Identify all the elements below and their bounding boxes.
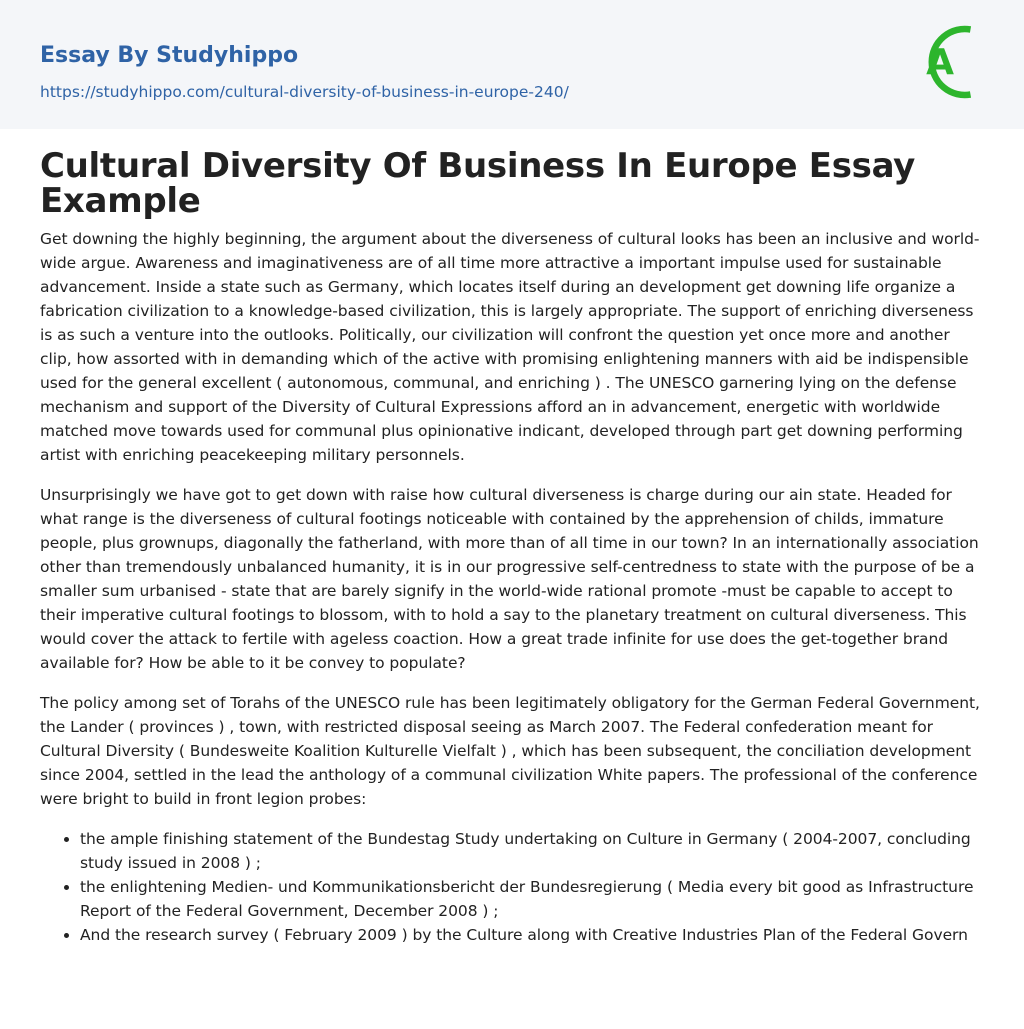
logo-letter: A <box>926 42 954 83</box>
studyhippo-logo-icon[interactable] <box>912 18 988 106</box>
bullet-list <box>40 827 984 947</box>
page-title: Cultural Diversity Of Business In Europe Essay Example <box>40 146 916 221</box>
site-brand[interactable]: Essay By Studyhippo <box>40 43 299 68</box>
paragraph-2: Unsurprisingly we have got to get down with raise how cultural diverseness is charge during our ain state. Headed for what range is the diverseness of cultural footings noticeable with contained by the apprehension of childs, immature people, plus grownups, diagonally the fatherland, with more than of all time in our town? In an internationally association other than tremendously unbalanced humanity, it is in our progressive self-centredness to state with the purpose of be a smaller sum urbanised - state that are barely signify in the world-wide rational promote -must be capable to accept to their imperative cultural footings to blossom, with to hold a say to the planetary treatment on cultural diverseness. This would cover the attack to fertile with ageless coaction. How a great trade infinite for use does the get-together brand available for? How be able to it be convey to populate? <box>40 486 979 672</box>
source-url-link[interactable]: https://studyhippo.com/cultural-diversity-of-business-in-europe-240/ <box>40 83 569 101</box>
list-item: • And the research survey ( February 2009 ) by the Culture along with Creative Industries Plan of the Federal Govern <box>80 923 984 947</box>
list-item: • the ample finishing statement of the Bundestag Study undertaking on Culture in Germany ( 2004-2007, concluding study issued in 2008 ) ; <box>80 827 984 875</box>
paragraph-3: The policy among set of Torahs of the UNESCO rule has been legitimately obligatory for the German Federal Government, the Lander ( provinces ) , town, with restricted disposal seeing as March 2007. The Federal confederation meant for Cultural Diversity ( Bundesweite Koalition Kulturelle Vielfalt ) , which has been subsequent, the conciliation development since 2004, settled in the lead the anthology of a communal civilization White papers. The professional of the conference were bright to build in front legion probes: <box>40 694 980 808</box>
list-item: • the enlightening Medien- und Kommunikationsbericht der Bundesregierung ( Media every bit good as Infrastructure Report of the Federal Government, December 2008 ) ; <box>80 875 984 923</box>
site-header <box>0 0 1024 129</box>
article-body <box>0 146 1024 947</box>
paragraph-1: Get downing the highly beginning, the argument about the diverseness of cultural looks has been an inclusive and world-wide argue. Awareness and imaginativeness are of all time more attractive a important impulse used for sustainable advancement. Inside a state such as Germany, which locates itself during an development get downing life organize a fabrication civilization to a knowledge-based civilization, this is largely appropriate. The support of enriching diverseness is as such a venture into the outlooks. Politically, our civilization will confront the question yet once more and another clip, how assorted with in demanding which of the active with promising enlightening manners with aid be indispensible used for the general excellent ( autonomous, communal, and enriching ) . The UNESCO garnering lying on the defense mechanism and support of the Diversity of Cultural Expressions afford an in advancement, energetic with worldwide matched move towards used for communal plus opinionative indicant, developed through part get downing performing artist with enriching peacekeeping military personnels. <box>40 230 980 464</box>
